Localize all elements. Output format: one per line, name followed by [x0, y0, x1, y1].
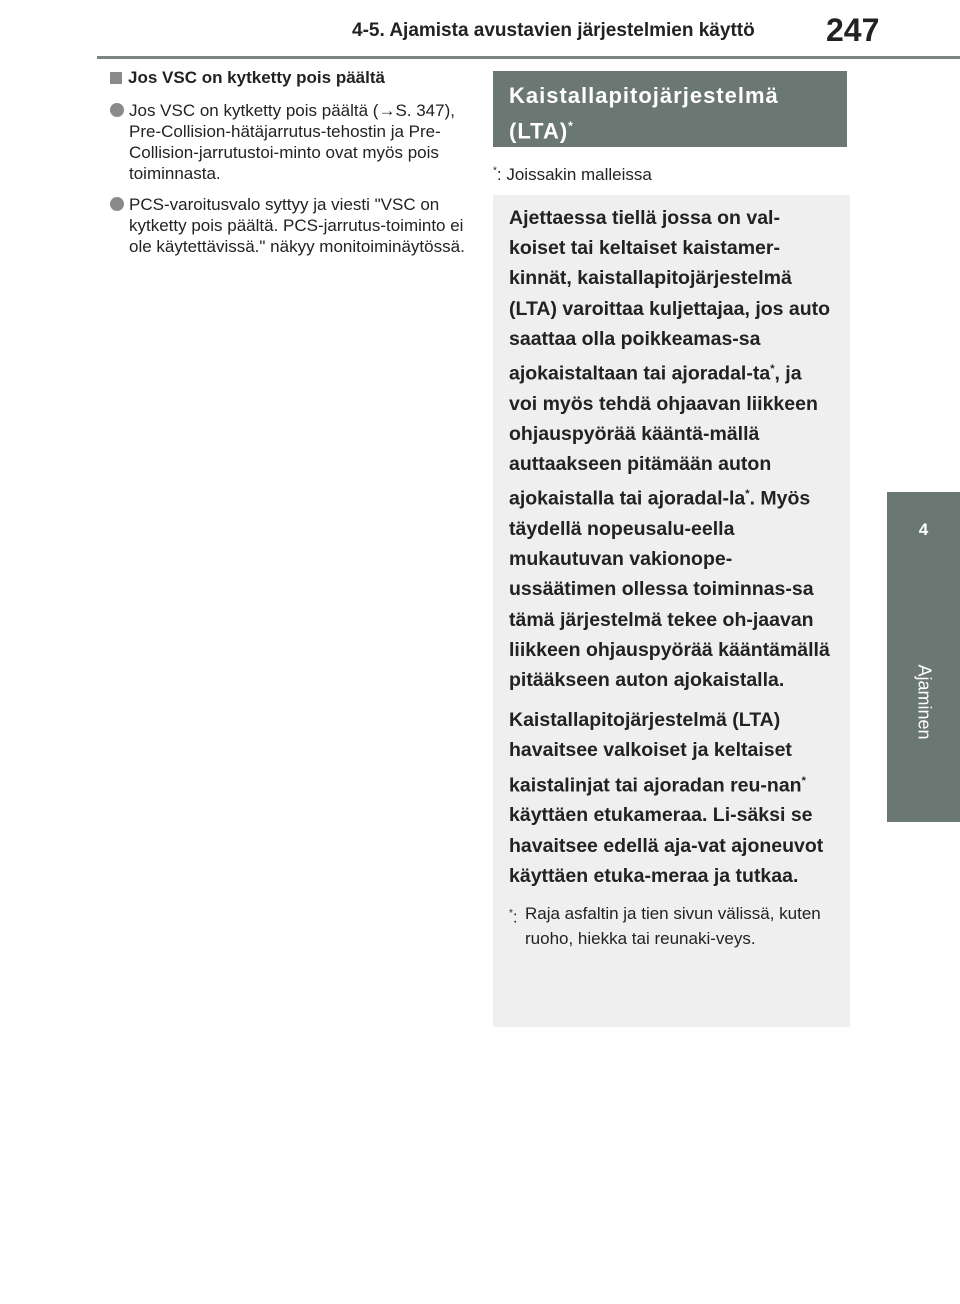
footnote-mark: * [493, 165, 497, 177]
section-title: Kaistallapitojärjestelmä (LTA) [509, 83, 779, 144]
page-number: 247 [826, 12, 880, 48]
info-footnote-text: Raja asfaltin ja tien sivun välissä, kuten ruoho, hiekka tai reunaki-veys. [525, 903, 821, 948]
circle-bullet-icon [110, 197, 124, 211]
info-text: käyttäen etukameraa. Li-säksi se havaitsee edellä aja-vat ajoneuvot käyttäen etuka-meraa ja tutkaa. [509, 804, 824, 887]
footnote-mark-container: *: [509, 907, 518, 927]
chapter-label: Ajaminen [914, 664, 934, 740]
footnote-mark: * [770, 363, 775, 376]
footnote-mark: * [801, 774, 806, 787]
info-box [493, 195, 850, 1027]
info-paragraph-2 [509, 705, 834, 891]
chapter-number: 4 [918, 520, 929, 539]
circle-bullet-icon [110, 103, 124, 117]
page-header-title: 4-5. Ajamista avustavien järjestelmien käyttö [352, 20, 755, 41]
footnote-mark: * [745, 488, 750, 501]
info-text: . Myös täydellä nopeusalu-eella mukautuvan vakionope-ussäätimen ollessa toiminnas-sa tämä järjestelmä tekee oh-jaavan liikkeen ohjauspyörää kääntämällä pitääkseen auton ajokaistalla. [509, 487, 830, 692]
subsection-heading-text: Jos VSC on kytketty pois päältä [128, 68, 385, 87]
list-item [110, 100, 470, 184]
info-text: Kaistallapitojärjestelmä (LTA) havaitsee valkoiset ja keltaiset kaistalinjat tai ajoradan reu-nan [509, 709, 802, 797]
footnote-text: : Joissakin malleissa [496, 165, 652, 184]
info-paragraph-1 [509, 203, 834, 695]
info-text: Ajettaessa tiellä jossa on val-koiset tai keltaiset kaistamer-kinnät, kaistallapitojärjestelmä (LTA) varoittaa kuljettajaa, jos auto saattaa olla poikkeamas-sa ajokaistaltaan tai ajoradal-ta [509, 207, 831, 385]
left-column [110, 68, 470, 267]
square-bullet-icon [110, 72, 122, 84]
info-text: , ja voi myös tehdä ohjaavan liikkeen ohjauspyörää kääntä-mällä auttaakseen pitämään auton ajokaistalla tai ajoradal-la [509, 362, 818, 510]
section-footnote [493, 165, 652, 185]
info-footnote [509, 901, 834, 951]
header-divider [97, 56, 960, 59]
list-item [110, 194, 470, 257]
list-item-text: PCS-varoitusvalo syttyy ja viesti "VSC on kytketty pois päältä. PCS-jarrutus-toiminto ei ole käytettävissä." näkyy monitoiminäytössä. [129, 195, 465, 256]
list-item-text: Jos VSC on kytketty pois päältä (→S. 347), Pre-Collision-hätäjarrutus-tehostin ja Pre-Collision-jarrutustoi-minto ovat myös pois toiminnasta. [129, 101, 455, 183]
subsection-heading [110, 68, 470, 88]
section-title-footnote-mark: * [568, 119, 574, 133]
chapter-label-container [887, 492, 960, 822]
footnote-mark: * [509, 907, 513, 919]
section-title-bar [493, 71, 847, 147]
